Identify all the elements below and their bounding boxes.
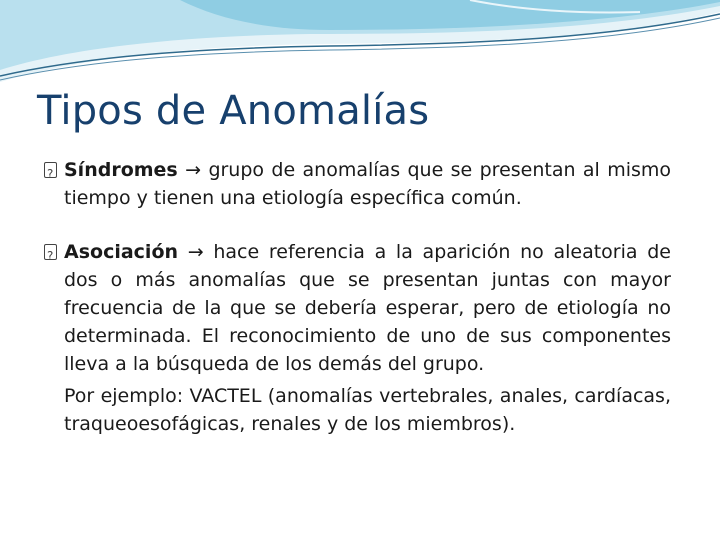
header-wave-decoration [0, 0, 720, 90]
bullet-text: grupo de anomalías que se presentan al mismo tiempo y tienen una etiología específica común. [64, 159, 672, 209]
example-paragraph: Por ejemplo: VACTEL (anomalías vertebrales, anales, cardíacas, traqueoesofágicas, renales y de los miembros). [64, 385, 671, 435]
missing-glyph-icon [44, 162, 57, 178]
bullet-text: hace referencia a la aparición no aleatoria de dos o más anomalías que se presentan juntas con mayor frecuencia de la que se debería esperar, pero de etiología no determinada. El reconocimiento de uno de sus componentes lleva a la búsqueda de los demás del grupo. [64, 241, 671, 375]
bullet-asociacion [44, 238, 671, 378]
slide-title: Tipos de Anomalías [37, 88, 430, 134]
slide-body [44, 156, 671, 438]
bullet-arrow: → [177, 159, 209, 181]
bullet-term: Asociación [64, 241, 179, 263]
bullet-sindromes [44, 156, 671, 212]
bullet-term: Síndromes [64, 159, 178, 181]
bullet-arrow: → [178, 241, 214, 263]
missing-glyph-icon [44, 244, 57, 260]
